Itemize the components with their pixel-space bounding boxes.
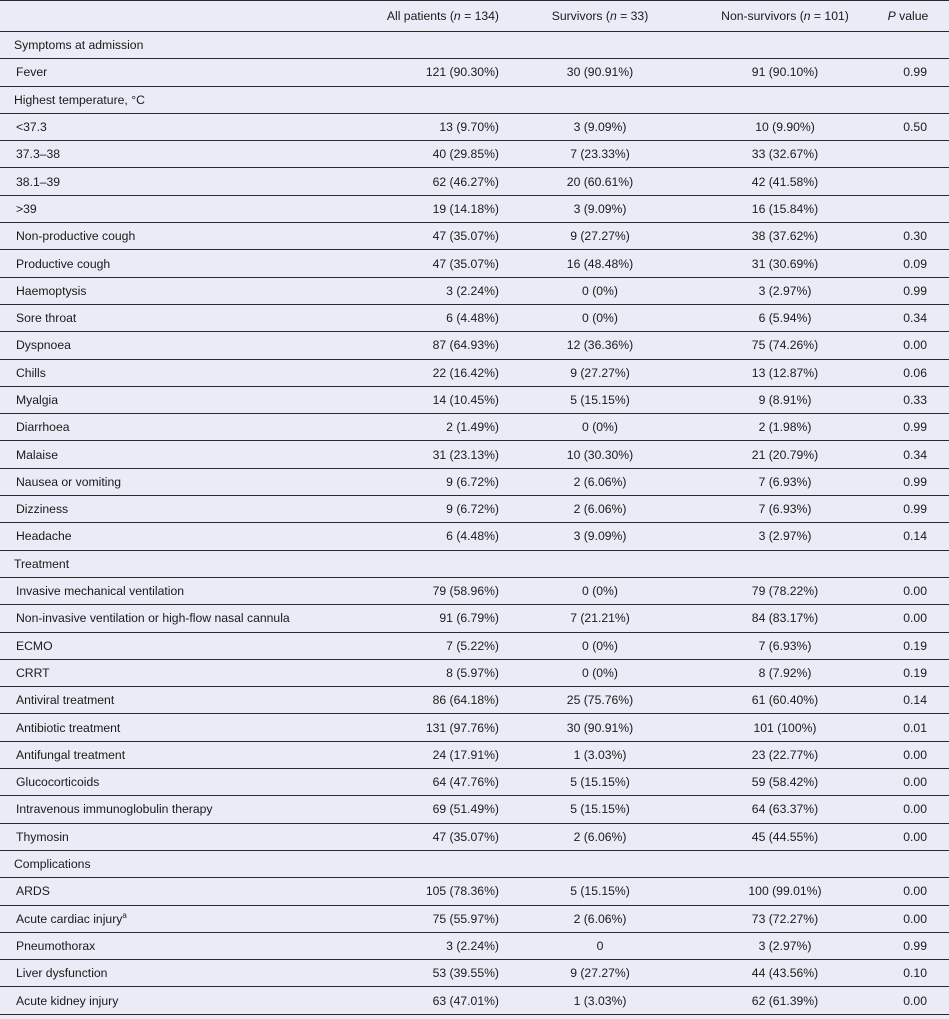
row-label bbox=[0, 250, 340, 277]
row-label bbox=[0, 332, 340, 359]
row-label bbox=[0, 441, 340, 468]
table-row bbox=[0, 714, 949, 741]
section-label: Symptoms at admission bbox=[0, 32, 949, 59]
table-row bbox=[0, 414, 949, 441]
table-row bbox=[0, 960, 949, 987]
row-label-text: Liver dysfunction bbox=[16, 966, 108, 981]
row-label bbox=[0, 769, 340, 796]
table-row bbox=[0, 441, 949, 468]
section-row bbox=[0, 550, 949, 577]
survivors-cell: 1 (3.03%) bbox=[515, 741, 685, 768]
all-patients-cell: 47 (35.07%) bbox=[340, 823, 515, 850]
non-survivors-cell: 79 (78.22%) bbox=[685, 577, 867, 604]
all-patients-cell: 3 (2.24%) bbox=[340, 932, 515, 959]
survivors-cell: 2 (6.06%) bbox=[515, 905, 685, 932]
p-value-cell: 0.00 bbox=[867, 577, 949, 604]
row-label-text: Dizziness bbox=[16, 502, 69, 517]
all-patients-cell: 40 (29.85%) bbox=[340, 141, 515, 168]
all-patients-cell: 6 (4.48%) bbox=[340, 523, 515, 550]
row-label-text: Productive cough bbox=[16, 256, 111, 271]
non-survivors-cell: 61 (60.40%) bbox=[685, 687, 867, 714]
p-value-cell bbox=[867, 195, 949, 222]
non-survivors-cell: 42 (41.58%) bbox=[685, 168, 867, 195]
row-label-text: Thymosin bbox=[16, 829, 69, 844]
section-label: Complications bbox=[0, 850, 949, 877]
survivors-cell: 16 (48.48%) bbox=[515, 250, 685, 277]
all-patients-cell: 87 (64.93%) bbox=[340, 332, 515, 359]
row-label bbox=[0, 605, 340, 632]
survivors-cell: 0 (0%) bbox=[515, 659, 685, 686]
survivors-cell: 30 (90.91%) bbox=[515, 59, 685, 86]
p-value-cell: 0.14 bbox=[867, 687, 949, 714]
p-value-cell: 0.99 bbox=[867, 932, 949, 959]
survivors-cell: 0 (0%) bbox=[515, 304, 685, 331]
table-row bbox=[0, 632, 949, 659]
table-row bbox=[0, 223, 949, 250]
row-label-text: Intravenous immunoglobulin therapy bbox=[16, 802, 213, 817]
p-value-cell: 0.99 bbox=[867, 496, 949, 523]
non-survivors-cell: 21 (20.79%) bbox=[685, 441, 867, 468]
non-survivors-cell: 8 (7.92%) bbox=[685, 659, 867, 686]
section-label: Highest temperature, °C bbox=[0, 86, 949, 113]
all-patients-cell: 75 (55.97%) bbox=[340, 905, 515, 932]
survivors-cell: 2 (6.06%) bbox=[515, 468, 685, 495]
row-label bbox=[0, 277, 340, 304]
all-patients-cell: 9 (6.72%) bbox=[340, 468, 515, 495]
table-row bbox=[0, 168, 949, 195]
p-value-cell: 0.34 bbox=[867, 441, 949, 468]
all-patients-cell: 8 (5.97%) bbox=[340, 659, 515, 686]
p-value-cell: 0.01 bbox=[867, 714, 949, 741]
row-label bbox=[0, 878, 340, 905]
non-survivors-cell: 62 (61.39%) bbox=[685, 987, 867, 1014]
header-survivors: Survivors (n = 33) bbox=[515, 1, 685, 32]
header-p-value: P value bbox=[867, 1, 949, 32]
table-row bbox=[0, 523, 949, 550]
row-label bbox=[0, 932, 340, 959]
row-label bbox=[0, 59, 340, 86]
row-label bbox=[0, 905, 340, 932]
non-survivors-cell: 75 (74.26%) bbox=[685, 332, 867, 359]
row-label bbox=[0, 141, 340, 168]
row-label bbox=[0, 577, 340, 604]
p-value-cell: 0.06 bbox=[867, 359, 949, 386]
row-label bbox=[0, 195, 340, 222]
survivors-cell: 20 (60.61%) bbox=[515, 168, 685, 195]
row-label-text: Antifungal treatment bbox=[16, 747, 126, 762]
non-survivors-cell: 33 (32.67%) bbox=[685, 141, 867, 168]
non-survivors-cell: 7 (6.93%) bbox=[685, 496, 867, 523]
p-value-cell: 0.99 bbox=[867, 468, 949, 495]
row-label-text: Headache bbox=[16, 529, 72, 544]
section-row bbox=[0, 850, 949, 877]
survivors-cell: 9 (27.27%) bbox=[515, 960, 685, 987]
p-value-cell: 0.99 bbox=[867, 277, 949, 304]
non-survivors-cell: 100 (99.01%) bbox=[685, 878, 867, 905]
all-patients-cell: 86 (64.18%) bbox=[340, 687, 515, 714]
row-label bbox=[0, 960, 340, 987]
non-survivors-cell: 73 (72.27%) bbox=[685, 905, 867, 932]
p-value-cell bbox=[867, 141, 949, 168]
non-survivors-cell: 59 (58.42%) bbox=[685, 769, 867, 796]
non-survivors-cell: 38 (37.62%) bbox=[685, 223, 867, 250]
header-blank bbox=[0, 1, 340, 32]
survivors-cell: 9 (27.27%) bbox=[515, 359, 685, 386]
all-patients-cell: 131 (97.76%) bbox=[340, 714, 515, 741]
survivors-cell: 2 (6.06%) bbox=[515, 823, 685, 850]
p-value-cell: 0.19 bbox=[867, 659, 949, 686]
non-survivors-cell: 7 (6.93%) bbox=[685, 632, 867, 659]
table-row bbox=[0, 987, 949, 1014]
table-row bbox=[0, 741, 949, 768]
all-patients-cell: 64 (47.76%) bbox=[340, 769, 515, 796]
table-row bbox=[0, 359, 949, 386]
survivors-cell: 7 (23.33%) bbox=[515, 141, 685, 168]
p-value-cell: 0.00 bbox=[867, 741, 949, 768]
all-patients-cell: 91 (6.79%) bbox=[340, 605, 515, 632]
survivors-cell: 5 (15.15%) bbox=[515, 769, 685, 796]
non-survivors-cell: 45 (44.55%) bbox=[685, 823, 867, 850]
p-value-cell: 0.34 bbox=[867, 304, 949, 331]
non-survivors-cell: 101 (100%) bbox=[685, 714, 867, 741]
row-label bbox=[0, 659, 340, 686]
non-survivors-cell: 3 (2.97%) bbox=[685, 277, 867, 304]
non-survivors-cell: 9 (8.91%) bbox=[685, 386, 867, 413]
all-patients-cell: 105 (78.36%) bbox=[340, 878, 515, 905]
row-label bbox=[0, 414, 340, 441]
section-label: Treatment bbox=[0, 550, 949, 577]
table-row bbox=[0, 468, 949, 495]
non-survivors-cell: 31 (30.69%) bbox=[685, 250, 867, 277]
row-label-text: Myalgia bbox=[16, 393, 58, 407]
p-value-cell: 0.99 bbox=[867, 414, 949, 441]
row-label bbox=[0, 386, 340, 413]
p-value-cell: 0.00 bbox=[867, 332, 949, 359]
table-row bbox=[0, 796, 949, 823]
row-label-text: <37.3 bbox=[16, 120, 47, 135]
row-label bbox=[0, 714, 340, 741]
survivors-cell: 1 (3.03%) bbox=[515, 987, 685, 1014]
row-label-text: Antiviral treatment bbox=[16, 693, 115, 708]
row-label-text: Invasive mechanical ventilation bbox=[16, 584, 185, 599]
survivors-cell: 0 (0%) bbox=[515, 577, 685, 604]
survivors-cell: 0 (0%) bbox=[515, 632, 685, 659]
p-value-cell: 0.99 bbox=[867, 59, 949, 86]
table-row bbox=[0, 769, 949, 796]
table-row bbox=[0, 386, 949, 413]
row-label-text: Fever bbox=[16, 65, 48, 80]
row-label-text: 37.3–38 bbox=[16, 147, 61, 162]
survivors-cell: 30 (90.91%) bbox=[515, 714, 685, 741]
row-label-text: Chills bbox=[16, 365, 46, 380]
all-patients-cell: 69 (51.49%) bbox=[340, 796, 515, 823]
survivors-cell: 3 (9.09%) bbox=[515, 195, 685, 222]
all-patients-cell: 7 (5.22%) bbox=[340, 632, 515, 659]
survivors-cell: 3 (9.09%) bbox=[515, 113, 685, 140]
row-label bbox=[0, 359, 340, 386]
table-row bbox=[0, 496, 949, 523]
survivors-cell: 7 (21.21%) bbox=[515, 605, 685, 632]
all-patients-cell: 79 (58.96%) bbox=[340, 577, 515, 604]
survivors-cell: 0 bbox=[515, 932, 685, 959]
p-value-cell: 0.10 bbox=[867, 960, 949, 987]
non-survivors-cell: 91 (90.10%) bbox=[685, 59, 867, 86]
survivors-cell: 3 (9.09%) bbox=[515, 523, 685, 550]
row-label bbox=[0, 468, 340, 495]
row-label-text: ECMO bbox=[16, 638, 53, 653]
non-survivors-cell: 84 (83.17%) bbox=[685, 605, 867, 632]
p-value-cell: 0.00 bbox=[867, 796, 949, 823]
p-value-cell: 0.33 bbox=[867, 386, 949, 413]
row-label-text: Pneumothorax bbox=[16, 938, 96, 953]
survivors-cell: 12 (36.36%) bbox=[515, 332, 685, 359]
non-survivors-cell: 6 (5.94%) bbox=[685, 304, 867, 331]
table-row bbox=[0, 823, 949, 850]
header-all-patients: All patients (n = 134) bbox=[340, 1, 515, 32]
p-value-cell: 0.00 bbox=[867, 769, 949, 796]
all-patients-cell: 63 (47.01%) bbox=[340, 987, 515, 1014]
all-patients-cell: 9 (6.72%) bbox=[340, 496, 515, 523]
row-label bbox=[0, 796, 340, 823]
p-value-cell: 0.09 bbox=[867, 250, 949, 277]
non-survivors-cell: 64 (63.37%) bbox=[685, 796, 867, 823]
non-survivors-cell: 2 (1.98%) bbox=[685, 414, 867, 441]
row-label bbox=[0, 113, 340, 140]
survivors-cell: 10 (30.30%) bbox=[515, 441, 685, 468]
table-row bbox=[0, 277, 949, 304]
survivors-cell: 2 (6.06%) bbox=[515, 496, 685, 523]
p-value-cell: 0.00 bbox=[867, 605, 949, 632]
table-row bbox=[0, 332, 949, 359]
table-row bbox=[0, 905, 949, 932]
non-survivors-cell: 13 (12.87%) bbox=[685, 359, 867, 386]
table-row bbox=[0, 878, 949, 905]
row-label-text: Diarrhoea bbox=[16, 420, 70, 435]
all-patients-cell: 31 (23.13%) bbox=[340, 441, 515, 468]
all-patients-cell: 22 (16.42%) bbox=[340, 359, 515, 386]
row-label-text: 38.1–39 bbox=[16, 174, 61, 189]
survivors-cell: 9 (27.27%) bbox=[515, 223, 685, 250]
non-survivors-cell: 44 (43.56%) bbox=[685, 960, 867, 987]
p-value-cell: 0.00 bbox=[867, 905, 949, 932]
all-patients-cell: 13 (9.70%) bbox=[340, 113, 515, 140]
table-row bbox=[0, 141, 949, 168]
row-label-text: Nausea or vomiting bbox=[16, 474, 121, 489]
table-row bbox=[0, 195, 949, 222]
row-label-text: Sore throat bbox=[16, 311, 77, 326]
p-value-cell: 0.19 bbox=[867, 632, 949, 659]
row-label-text: Malaise bbox=[16, 447, 58, 462]
row-label-text: Dyspnoea bbox=[16, 338, 71, 353]
p-value-cell: 0.00 bbox=[867, 987, 949, 1014]
p-value-cell: 0.00 bbox=[867, 823, 949, 850]
section-row bbox=[0, 32, 949, 59]
p-value-cell: 0.00 bbox=[867, 878, 949, 905]
all-patients-cell: 53 (39.55%) bbox=[340, 960, 515, 987]
header-non-survivors: Non-survivors (n = 101) bbox=[685, 1, 867, 32]
row-label-text: Non-invasive ventilation or high-flow nasal cannula bbox=[16, 611, 290, 626]
table-row bbox=[0, 659, 949, 686]
non-survivors-cell: 23 (22.77%) bbox=[685, 741, 867, 768]
table-row bbox=[0, 113, 949, 140]
row-label bbox=[0, 632, 340, 659]
all-patients-cell: 3 (2.24%) bbox=[340, 277, 515, 304]
table-row bbox=[0, 687, 949, 714]
row-label bbox=[0, 687, 340, 714]
row-label-text: Acute cardiac injury bbox=[16, 911, 123, 926]
row-label bbox=[0, 823, 340, 850]
all-patients-cell: 24 (17.91%) bbox=[340, 741, 515, 768]
all-patients-cell: 19 (14.18%) bbox=[340, 195, 515, 222]
p-value-cell: 0.30 bbox=[867, 223, 949, 250]
table-row bbox=[0, 304, 949, 331]
survivors-cell: 25 (75.76%) bbox=[515, 687, 685, 714]
all-patients-cell: 14 (10.45%) bbox=[340, 386, 515, 413]
row-label-text: >39 bbox=[16, 201, 37, 216]
non-survivors-cell: 3 (2.97%) bbox=[685, 523, 867, 550]
row-label-text: Non-productive cough bbox=[16, 229, 136, 244]
p-value-cell: 0.14 bbox=[867, 523, 949, 550]
survivors-cell: 0 (0%) bbox=[515, 277, 685, 304]
all-patients-cell: 2 (1.49%) bbox=[340, 414, 515, 441]
row-label bbox=[0, 987, 340, 1014]
row-label-text: CRRT bbox=[16, 665, 50, 680]
all-patients-cell: 47 (35.07%) bbox=[340, 223, 515, 250]
all-patients-cell: 62 (46.27%) bbox=[340, 168, 515, 195]
row-label bbox=[0, 523, 340, 550]
survivors-cell: 5 (15.15%) bbox=[515, 796, 685, 823]
all-patients-cell: 121 (90.30%) bbox=[340, 59, 515, 86]
all-patients-cell: 6 (4.48%) bbox=[340, 304, 515, 331]
row-label bbox=[0, 496, 340, 523]
non-survivors-cell: 3 (2.97%) bbox=[685, 932, 867, 959]
survivors-cell: 5 (15.15%) bbox=[515, 878, 685, 905]
non-survivors-cell: 16 (15.84%) bbox=[685, 195, 867, 222]
all-patients-cell: 47 (35.07%) bbox=[340, 250, 515, 277]
survivors-cell: 5 (15.15%) bbox=[515, 386, 685, 413]
p-value-cell: 0.50 bbox=[867, 113, 949, 140]
row-label-text: Acute kidney injury bbox=[16, 993, 119, 1008]
table-row bbox=[0, 932, 949, 959]
row-label-text: Antibiotic treatment bbox=[16, 720, 121, 735]
table-row bbox=[0, 577, 949, 604]
row-label bbox=[0, 168, 340, 195]
row-label-text: Haemoptysis bbox=[16, 283, 87, 298]
row-label-text: ARDS bbox=[16, 884, 50, 899]
section-row bbox=[0, 86, 949, 113]
table-row bbox=[0, 59, 949, 86]
p-value-cell bbox=[867, 168, 949, 195]
header-row bbox=[0, 1, 949, 32]
table-row bbox=[0, 605, 949, 632]
non-survivors-cell: 7 (6.93%) bbox=[685, 468, 867, 495]
row-label bbox=[0, 741, 340, 768]
row-label bbox=[0, 304, 340, 331]
row-label-text: Glucocorticoids bbox=[16, 775, 100, 790]
non-survivors-cell: 10 (9.90%) bbox=[685, 113, 867, 140]
row-label bbox=[0, 223, 340, 250]
footnote-marker: a bbox=[122, 910, 127, 920]
table-row bbox=[0, 250, 949, 277]
survivors-cell: 0 (0%) bbox=[515, 414, 685, 441]
